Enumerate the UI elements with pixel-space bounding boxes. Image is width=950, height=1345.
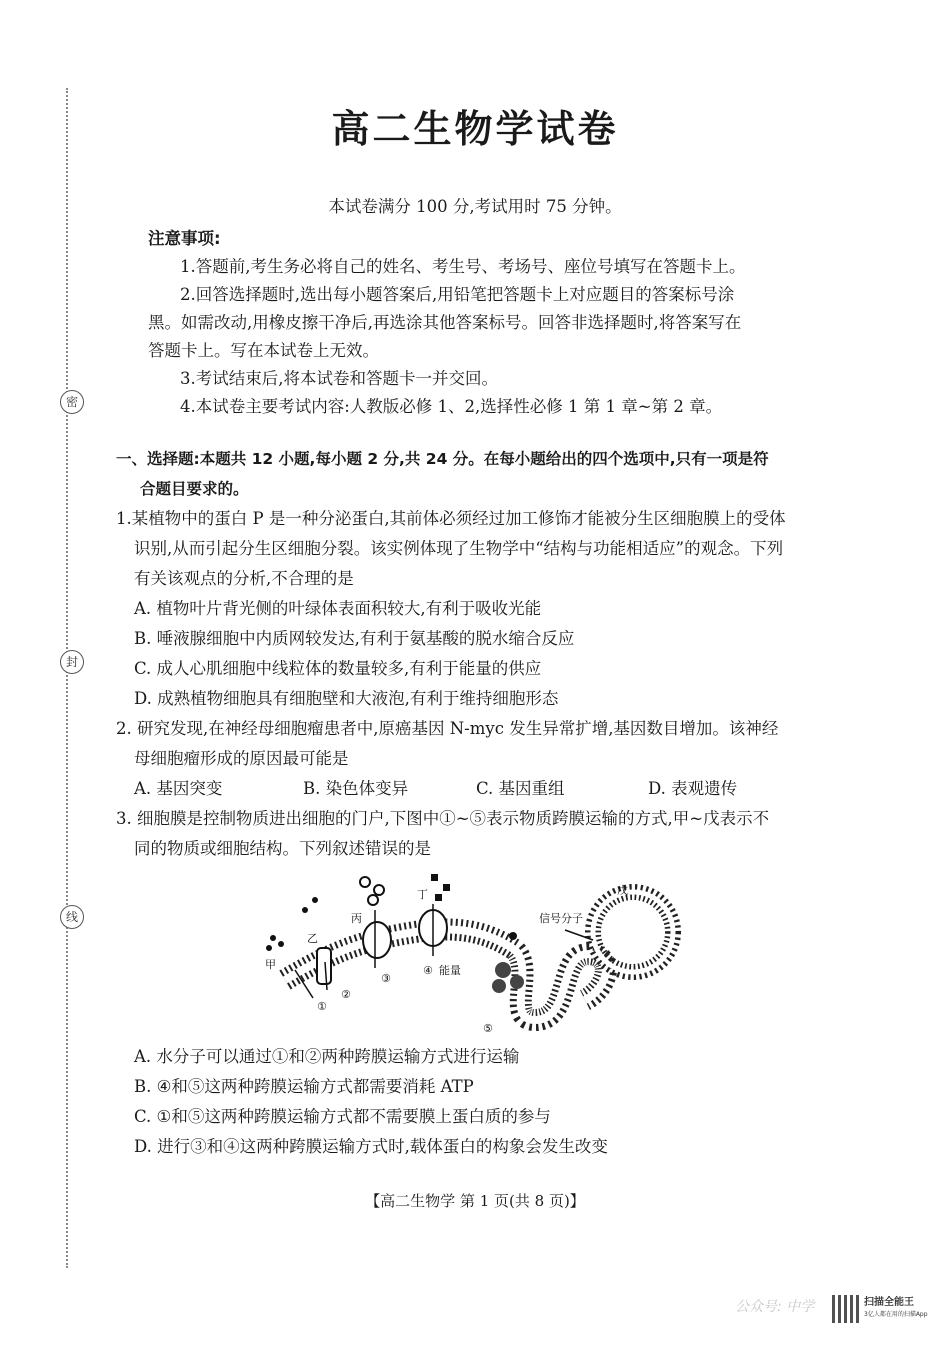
carrier-protein-bing	[363, 922, 391, 958]
particle-ding	[431, 874, 438, 881]
q3-option-d: D. 进行③和④这两种跨膜运输方式时,载体蛋白的构象会发生改变	[134, 1137, 608, 1156]
membrane-transport-figure	[255, 870, 685, 1035]
vesicle-core	[593, 892, 673, 972]
notice-line-4: 答题卡上。写在本试卷上无效。	[148, 341, 379, 360]
particle-ding	[443, 884, 450, 891]
notice-line-3: 黑。如需改动,用橡皮擦干净后,再选涂其他答案标号。回答非选择题时,将答案写在	[148, 313, 742, 332]
page-footer: 【高二生物学 第 1 页(共 8 页)】	[365, 1192, 585, 1210]
logo-name: 扫描全能王	[864, 1297, 914, 1308]
particle-bing	[368, 895, 378, 905]
scanner-logo	[832, 1292, 932, 1326]
label-ding: 丁	[417, 888, 428, 901]
section-heading-1: 一、选择题:本题共 12 小题,每小题 2 分,共 24 分。在每小题给出的四个选项中,只有一项是符	[116, 450, 769, 468]
label-n3: ③	[381, 972, 391, 985]
binding-mark-mi: 密	[60, 390, 84, 414]
particle-jia	[266, 945, 272, 951]
cargo	[492, 979, 506, 993]
q2-stem-2: 母细胞瘤形成的原因最可能是	[134, 749, 349, 768]
label-n2: ②	[341, 988, 351, 1001]
particle-bing	[374, 885, 384, 895]
notice-heading: 注意事项:	[148, 229, 221, 248]
q1-option-b: B. 唾液腺细胞中内质网较发达,有利于氨基酸的脱水缩合反应	[134, 629, 575, 648]
cargo	[510, 975, 524, 989]
watermark-text: 公众号: 中学	[735, 1299, 815, 1315]
q1-stem-1: 1.某植物中的蛋白 P 是一种分泌蛋白,其前体必须经过加工修饰才能被分生区细胞膜上的受体	[116, 509, 786, 528]
notice-line-6: 4.本试卷主要考试内容:人教版必修 1、2,选择性必修 1 第 1 章~第 2 章。	[180, 397, 723, 416]
particle-jia	[278, 941, 284, 947]
exam-info: 本试卷满分 100 分,考试用时 75 分钟。	[328, 197, 622, 216]
q3-option-a: A. 水分子可以通过①和②两种跨膜运输方式进行运输	[134, 1047, 520, 1066]
q3-stem-1: 3. 细胞膜是控制物质进出细胞的门户,下图中①~⑤表示物质跨膜运输的方式,甲~戊表示不	[116, 809, 770, 828]
label-n4: ④	[423, 964, 433, 977]
q2-option-b: B. 染色体变异	[303, 779, 409, 798]
arrow-1	[295, 970, 313, 998]
label-energy: 能量	[439, 964, 461, 977]
label-jia: 甲	[265, 958, 276, 971]
particle-bing	[360, 877, 370, 887]
cargo	[509, 932, 517, 940]
notice-line-5: 3.考试结束后,将本试卷和答题卡一并交回。	[180, 369, 498, 388]
particle-yi	[312, 897, 318, 903]
particle-yi	[302, 907, 308, 913]
label-n1: ①	[317, 1000, 327, 1013]
label-n5: ⑤	[483, 1022, 493, 1035]
logo-sub: 3亿人都在用的扫描App	[864, 1311, 928, 1318]
q3-option-c: C. ①和⑤这两种跨膜运输方式都不需要膜上蛋白质的参与	[134, 1107, 551, 1126]
binding-line	[66, 88, 70, 1268]
label-bing: 丙	[351, 912, 362, 925]
cargo	[495, 962, 511, 978]
q1-stem-3: 有关该观点的分析,不合理的是	[134, 569, 354, 588]
channel-protein-yi	[317, 948, 331, 984]
binding-mark-feng: 封	[60, 650, 84, 674]
particle-ding	[435, 894, 442, 901]
section-heading-2: 合题目要求的。	[140, 480, 249, 498]
binding-mark-xian: 线	[60, 905, 84, 929]
q3-option-b: B. ④和⑤这两种跨膜运输方式都需要消耗 ATP	[134, 1077, 474, 1096]
q2-option-c: C. 基因重组	[476, 779, 565, 798]
q2-stem-1: 2. 研究发现,在神经母细胞瘤患者中,原癌基因 N-myc 发生异常扩增,基因数目增加。该神经	[116, 719, 779, 738]
q1-option-d: D. 成熟植物细胞具有细胞壁和大液泡,有利于维持细胞形态	[134, 689, 559, 708]
q2-option-d: D. 表观遗传	[648, 779, 738, 798]
label-signal: 信号分子	[539, 912, 583, 925]
q1-option-c: C. 成人心肌细胞中线粒体的数量较多,有利于能量的供应	[134, 659, 542, 678]
label-wu: 戊	[617, 884, 628, 897]
qr-code-icon	[832, 1295, 860, 1323]
q3-stem-2: 同的物质或细胞结构。下列叙述错误的是	[134, 839, 431, 858]
label-yi: 乙	[307, 932, 318, 945]
q2-option-a: A. 基因突变	[134, 779, 223, 798]
q1-option-a: A. 植物叶片背光侧的叶绿体表面积较大,有利于吸收光能	[134, 599, 542, 618]
notice-line-2: 2.回答选择题时,选出每小题答案后,用铅笔把答题卡上对应题目的答案标号涂	[180, 285, 735, 304]
page-title: 高二生物学试卷	[331, 107, 619, 151]
notice-line-1: 1.答题前,考生务必将自己的姓名、考生号、考场号、座位号填写在答题卡上。	[180, 257, 746, 276]
particle-jia	[270, 935, 276, 941]
q1-stem-2: 识别,从而引起分生区细胞分裂。该实例体现了生物学中“结构与功能相适应”的观念。下列	[134, 539, 784, 558]
